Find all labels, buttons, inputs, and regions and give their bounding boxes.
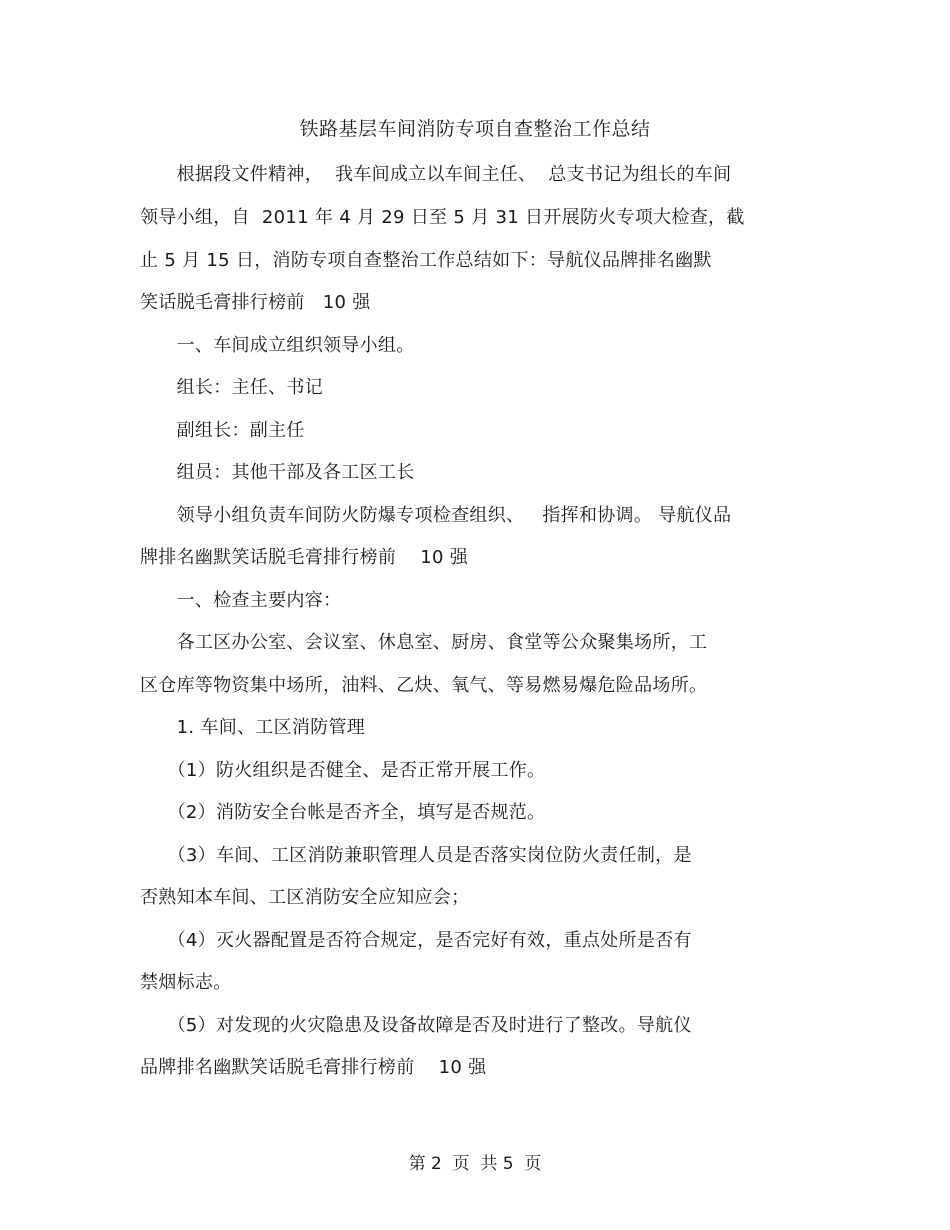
- body-line: 领导小组，自 2011 年 4 月 29 日至 5 月 31 日开展防火专项大检查，截: [140, 207, 745, 228]
- body-line: 一、车间成立组织领导小组。: [140, 335, 415, 356]
- body-line: 组长：主任、书记: [140, 377, 323, 398]
- body-line: 1. 车间、工区消防管理: [140, 717, 366, 738]
- body-line: 根据段文件精神， 我车间成立以车间主任、 总支书记为组长的车间: [140, 164, 732, 185]
- body-line: 牌排名幽默笑话脱毛膏排行榜前 10 强: [140, 547, 469, 568]
- body-line: （3）车间、工区消防兼职管理人员是否落实岗位防火责任制，是: [140, 845, 692, 866]
- document-title: 铁路基层车间消防专项自查整治工作总结: [299, 118, 651, 140]
- body-line: 区仓库等物资集中场所，油料、乙炔、氧气、等易燃易爆危险品场所。: [140, 675, 708, 696]
- page-number-footer: 第 2 页 共 5 页: [408, 1154, 542, 1174]
- body-line: 止 5 月 15 日，消防专项自查整治工作总结如下：导航仪品牌排名幽默: [140, 250, 712, 271]
- body-line: （5）对发现的火灾隐患及设备故障是否及时进行了整改。导航仪: [140, 1015, 692, 1036]
- body-line: 否熟知本车间、工区消防安全应知应会；: [140, 887, 470, 908]
- body-line: 领导小组负责车间防火防爆专项检查组织、 指挥和协调。 导航仪品: [140, 505, 732, 526]
- body-line: 副组长：副主任: [140, 420, 305, 441]
- body-line: （4）灭火器配置是否符合规定，是否完好有效，重点处所是否有: [140, 930, 692, 951]
- body-line: 禁烟标志。: [140, 972, 232, 993]
- body-line: 组员：其他干部及各工区工长: [140, 462, 415, 483]
- body-line: 笑话脱毛膏排行榜前 10 强: [140, 292, 371, 313]
- body-line: 各工区办公室、会议室、休息室、厨房、食堂等公众聚集场所，工: [140, 632, 708, 653]
- body-line: 一、检查主要内容：: [140, 590, 342, 611]
- body-line: （1）防火组织是否健全、是否正常开展工作。: [140, 760, 546, 781]
- body-line: 品牌排名幽默笑话脱毛膏排行榜前 10 强: [140, 1057, 487, 1078]
- body-line: （2）消防安全台帐是否齐全，填写是否规范。: [140, 802, 546, 823]
